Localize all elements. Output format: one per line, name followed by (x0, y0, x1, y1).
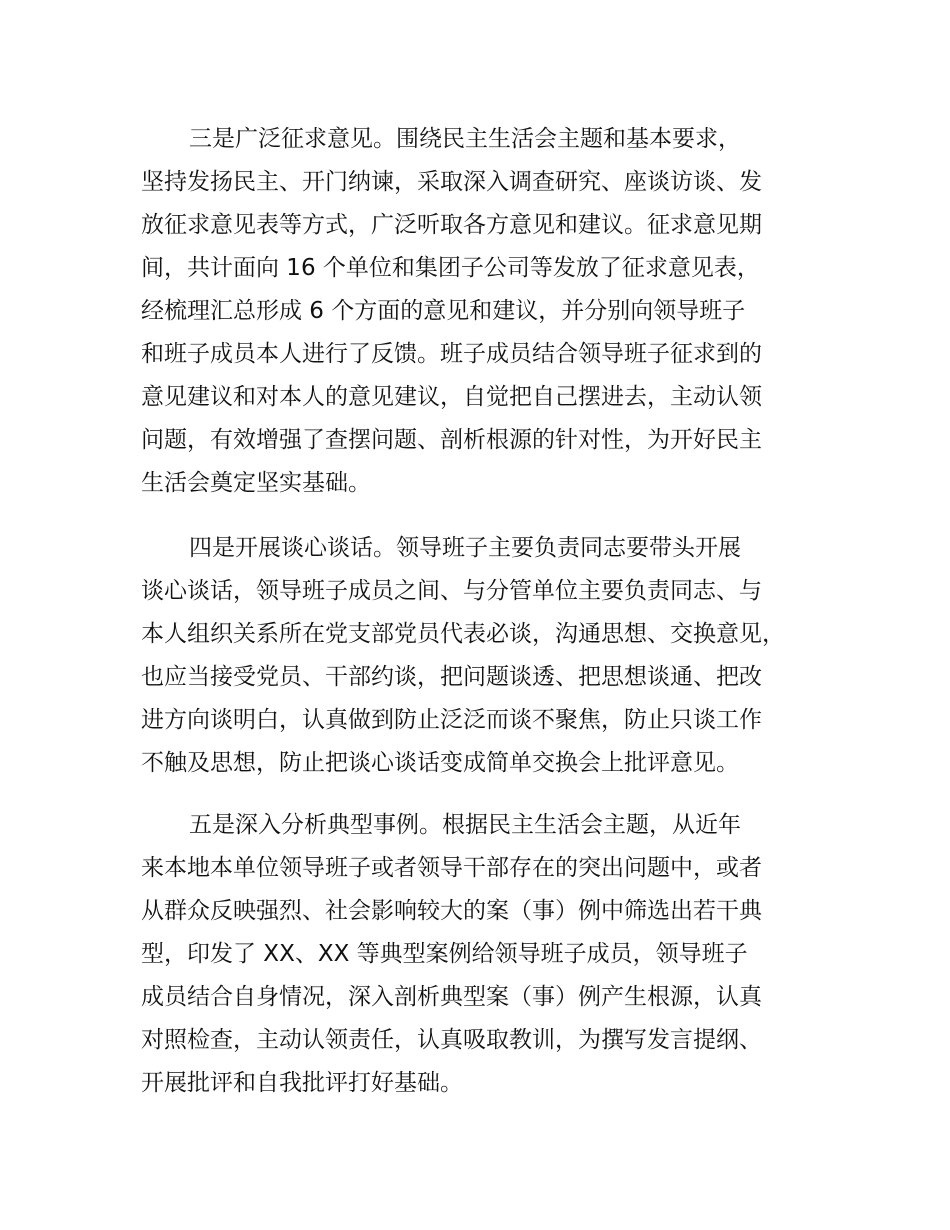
text-line: 间，共计面向 16 个单位和集团子公司等发放了征求意见表， (141, 255, 760, 281)
text-line: 成员结合自身情况，深入剖析典型案（事）例产生根源，认真 (141, 984, 762, 1010)
paragraph-soliciting-opinions (141, 118, 841, 505)
text-line: 也应当接受党员、干部约谈，把问题谈透、把思想谈通、把改 (141, 664, 762, 690)
text-line: 对照检查，主动认领责任，认真吸取教训，为撰写发言提纲、 (141, 1027, 762, 1053)
text-line: 生活会奠定坚实基础。 (141, 470, 371, 496)
text-line: 本人组织关系所在党支部党员代表必谈，沟通思想、交换意见， (141, 621, 785, 647)
text-line: 三是广泛征求意见。围绕民主生活会主题和基本要求， (189, 126, 741, 152)
text-line: 从群众反映强烈、社会影响较大的案（事）例中筛选出若干典 (141, 898, 762, 924)
text-line: 和班子成员本人进行了反馈。班子成员结合领导班子征求到的 (141, 341, 762, 367)
text-line: 问题，有效增强了查摆问题、剖析根源的针对性，为开好民主 (141, 427, 762, 453)
paragraph-typical-cases (141, 804, 841, 1105)
text-line: 经梳理汇总形成 6 个方面的意见和建议，并分别向领导班子 (141, 298, 746, 324)
text-line: 四是开展谈心谈话。领导班子主要负责同志要带头开展 (189, 535, 741, 561)
text-line: 来本地本单位领导班子或者领导干部存在的突出问题中，或者 (141, 855, 762, 881)
text-line: 不触及思想，防止把谈心谈话变成简单交换会上批评意见。 (141, 750, 739, 776)
text-line: 型，印发了 XX、XX 等典型案例给领导班子成员，领导班子 (141, 941, 748, 967)
text-line: 坚持发扬民主、开门纳谏，采取深入调查研究、座谈访谈、发 (141, 169, 762, 195)
text-line: 五是深入分析典型事例。根据民主生活会主题，从近年 (189, 812, 741, 838)
text-line: 开展批评和自我批评打好基础。 (141, 1070, 463, 1096)
text-line: 谈心谈话，领导班子成员之间、与分管单位主要负责同志、与 (141, 578, 762, 604)
text-line: 放征求意见表等方式，广泛听取各方意见和建议。征求意见期 (141, 212, 762, 238)
paragraph-heart-to-heart-talks (141, 527, 841, 785)
text-line: 意见建议和对本人的意见建议，自觉把自己摆进去，主动认领 (141, 384, 762, 410)
text-line: 进方向谈明白，认真做到防止泛泛而谈不聚焦，防止只谈工作 (141, 707, 762, 733)
